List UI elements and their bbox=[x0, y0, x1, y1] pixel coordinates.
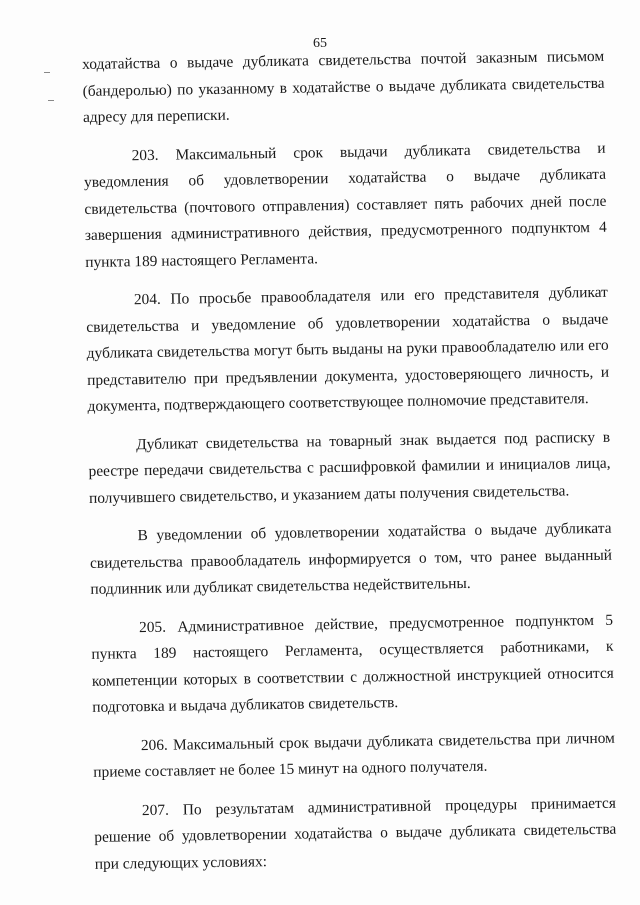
paragraph-206: 206. Максимальный срок выдачи дубликата свидетельства при личном приеме составляет не более 15 минут на одного получателя. bbox=[93, 729, 615, 781]
document-body bbox=[82, 44, 617, 878]
scan-mark bbox=[48, 100, 54, 101]
scan-mark bbox=[44, 72, 50, 73]
paragraph-205: 205. Административное действие, предусмотренное подпунктом 5 пункта 189 настоящего Регламента, осуществляется работниками, к компетенции которых в соответствии с должностной инструкцией относится подготовка и выдача дубликатов свидетельств. bbox=[91, 611, 614, 716]
paragraph-203: 203. Максимальный срок выдачи дубликата свидетельства и уведомления об удовлетворении ходатайства о выдаче дубликата свидетельства (почтового отправления) составляет пять рабочих дней после завершения административного действия, предусмотренного подпунктом 4 пункта 189 настоящего Регламента. bbox=[83, 139, 607, 271]
paragraph-204: 204. По просьбе правообладателя или его представителя дубликат свидетельства и уведомление об удовлетворении ходатайства о выдаче дубликата свидетельства могут быть выданы на руки правообладателю или его представителю при предъявлении документа, удостоверяющего личность, и документа, подтверждающего соответствующее полномочие представителя. bbox=[86, 283, 610, 415]
paragraph-duplicate-receipt: Дубликат свидетельства на товарный знак выдается под расписку в реестре передачи свидетельства с расшифровкой фамилии и инициалов лица, получившего свидетельство, и указанием даты получения свидетельства. bbox=[88, 428, 611, 507]
paragraph-notification: В уведомлении об удовлетворении ходатайства о выдаче дубликата свидетельства правообладатель информируется о том, что ранее выданный подлинник или дубликат свидетельства недействительны. bbox=[89, 519, 613, 598]
paragraph-continuation: ходатайства о выдаче дубликата свидетельства почтой заказным письмом (бандеролью) по указанному в ходатайстве о выдаче дубликата свидетельства адресу для переписки. bbox=[82, 47, 605, 126]
paragraph-207: 207. По результатам административной процедуры принимается решение об удовлетворении ходатайства о выдаче дубликата свидетельства при следующих условиях: bbox=[94, 794, 617, 873]
page-number: 65 bbox=[313, 36, 327, 51]
